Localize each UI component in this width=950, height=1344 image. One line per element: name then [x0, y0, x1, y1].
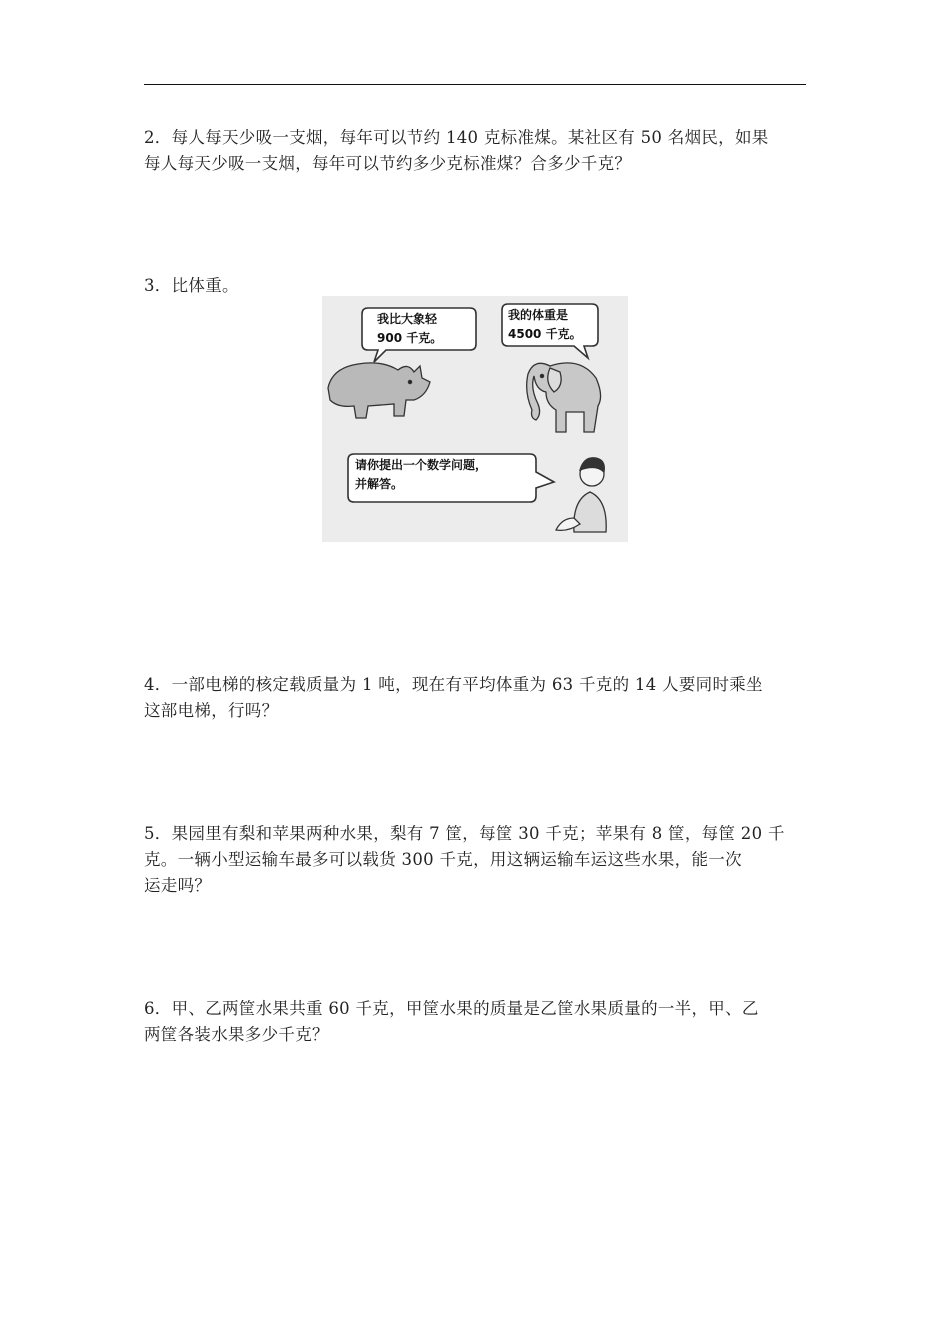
question-4-line-2: 这部电梯，行吗？: [144, 701, 279, 720]
rhino-speech-line-1: 我比大象轻: [377, 312, 438, 326]
boy-speech-line-2: 并解答。: [355, 477, 404, 491]
weight-comparison-illustration: [322, 296, 628, 542]
top-rule: [144, 84, 806, 85]
question-4-line-1: 4．一部电梯的核定载质量为 1 吨，现在有平均体重为 63 千克的 14 人要同时乘坐: [144, 675, 763, 694]
question-5: [144, 821, 808, 899]
question-2-line-2: 每人每天少吸一支烟，每年可以节约多少克标准煤？合多少千克？: [144, 154, 632, 173]
question-3-line-1: 3．比体重。: [144, 276, 239, 295]
question-6-line-2: 两筐各装水果多少千克？: [144, 1025, 329, 1044]
rhino-speech-line-2: 900 千克。: [377, 331, 443, 345]
question-5-line-1: 5．果园里有梨和苹果两种水果，梨有 7 筐，每筐 30 千克；苹果有 8 筐，每筐 20 千: [144, 824, 785, 843]
question-6-line-1: 6．甲、乙两筐水果共重 60 千克，甲筐水果的质量是乙筐水果质量的一半，甲、乙: [144, 999, 759, 1018]
question-6: [144, 996, 808, 1048]
boy-speech-line-1: 请你提出一个数学问题，: [355, 458, 488, 472]
question-5-line-2: 克。一辆小型运输车最多可以载货 300 千克，用这辆运输车运这些水果，能一次: [144, 850, 742, 869]
elephant-speech-line-1: 我的体重是: [508, 308, 569, 322]
question-4: [144, 672, 808, 724]
boy-speech-text: [355, 456, 487, 494]
question-2: [144, 125, 808, 177]
question-2-line-1: 2．每人每天少吸一支烟，每年可以节约 140 克标准煤。某社区有 50 名烟民，如果: [144, 128, 769, 147]
illustration-drawing: [322, 296, 628, 542]
elephant-speech-line-2: 4500 千克。: [508, 327, 582, 341]
elephant-speech-text: [508, 306, 582, 344]
question-5-line-3: 运走吗？: [144, 876, 212, 895]
rhino-speech-text: [377, 310, 442, 348]
